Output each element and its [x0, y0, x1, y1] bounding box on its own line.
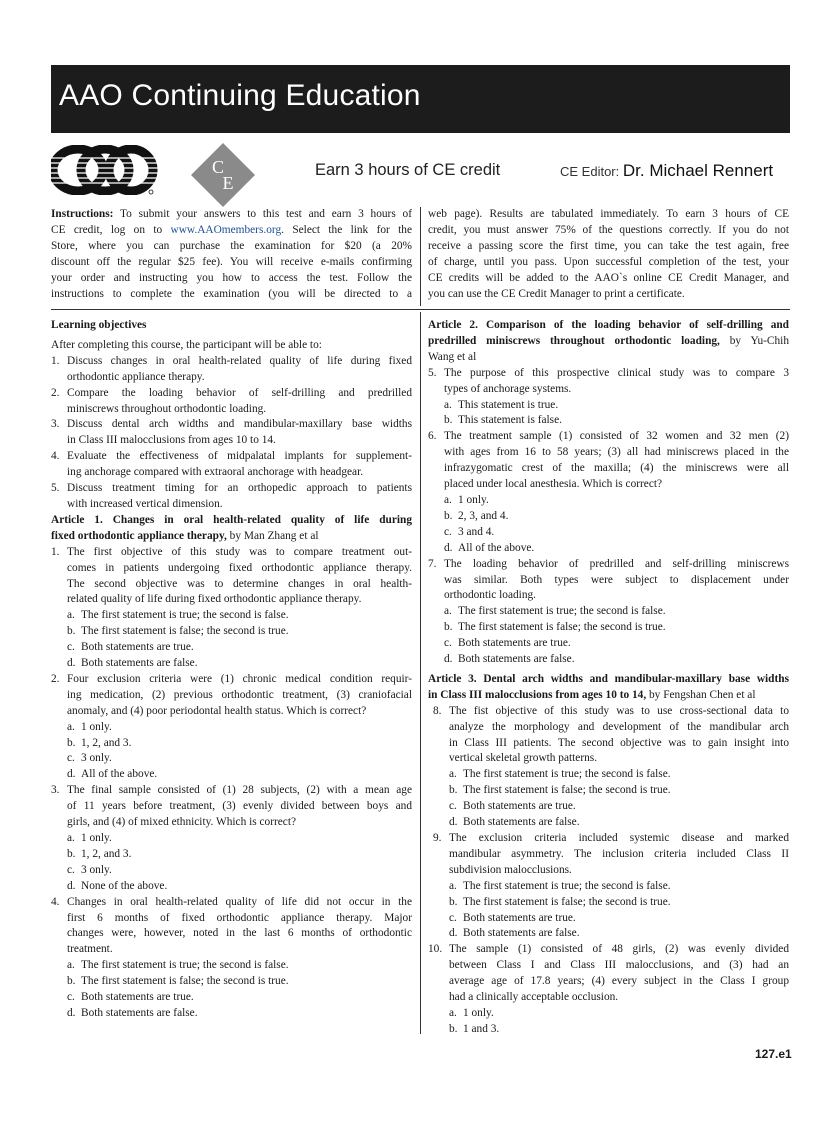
answer-option[interactable]: a. 1 only. — [67, 832, 112, 844]
ce-logo-letter-c: C — [211, 157, 225, 177]
ce-diamond-logo-icon — [190, 142, 256, 208]
question-10: 10. The sample (1) consisted of 48 girls, (2) was evenly divided between Class I and Class III malocclusions, and (3) had an average age of 17.8 years; (4) every subject in the Class I group had a clinically acceptable occlusion. — [428, 943, 789, 1004]
aao-logo-icon — [51, 145, 159, 195]
answer-option[interactable]: a. The first statement is true; the second is false. — [67, 609, 289, 622]
earn-credit-text: Earn 3 hours of CE credit — [315, 161, 501, 179]
question-8: 8. The fist objective of this study was to use cross-sectional data to analyze the morphology and development of the mandibular arch in Class III patients. The second objective was to gain insight into vertical skeletal growth patterns. — [433, 704, 789, 765]
article2-title: Article 2. Comparison of the loading behavior of self-drilling and predrilled miniscrews throughout orthodontic loading, by Yu-Chih Wang et al — [428, 319, 789, 363]
answer-option[interactable]: b. 1, 2, and 3. — [67, 736, 132, 749]
answer-option[interactable]: a. The first statement is true; the second is false. — [444, 605, 666, 618]
answer-option[interactable]: b. 1, 2, and 3. — [67, 847, 132, 860]
answer-option[interactable]: c. Both statements are true. — [67, 991, 194, 1004]
answer-option[interactable]: c. 3 only. — [67, 863, 112, 876]
question-4: 4. Changes in oral health-related quality of life did not occur in the first 6 months of fixed orthodontic appliance therapy. Major changes were, however, noted in the last 6 months of orthodontic treatment. — [51, 895, 412, 956]
objective-item: 5. Discuss treatment timing for an orthopedic approach to patients with increased vertical dimension. — [51, 482, 412, 510]
question-6: 6. The treatment sample (1) consisted of 32 women and 32 men (2) with ages from 16 to 58 years; (3) all had miniscrews placed in the infrazygomatic crest of the maxilla; (4) the miniscrews were all placed under local anesthesia. Which is correct? — [428, 430, 789, 491]
answer-option[interactable]: a. The first statement is true; the second is false. — [449, 768, 671, 781]
answer-option[interactable]: c. Both statements are true. — [67, 641, 194, 654]
objective-item: 2. Compare the loading behavior of self-drilling and predrilled miniscrews throughout orthodontic loading. — [51, 386, 412, 415]
answer-option[interactable]: a. 1 only. — [444, 493, 489, 506]
answer-option[interactable]: b. The first statement is false; the second is true. — [449, 895, 671, 908]
answer-option[interactable]: c. Both statements are true. — [449, 911, 576, 924]
answer-option[interactable]: b. The first statement is false; the second is true. — [67, 625, 289, 638]
title-banner — [51, 65, 790, 133]
answer-option[interactable]: b. The first statement is false; the second is true. — [67, 975, 289, 988]
left-column — [51, 318, 412, 1022]
question-7: 7. The loading behavior of predrilled and self-drilling miniscrews was similar. Both types were subject to displacement under orthodontic loading. — [428, 557, 789, 602]
instructions-left: Instructions: To submit your answers to this test and earn 3 hours of CE credit, log on to www.AAOmembers.org. Select the link for the Store, where you can purchase the examination for $20 (a 20% discount off the regular $25 fee). You will receive e-mails confirming your order and instructing you how to access the test. Follow the instructions to complete the examination (you will be directed to a — [51, 208, 413, 300]
objectives-intro: After completing this course, the participant will be able to: — [51, 338, 322, 351]
answer-option[interactable]: b. 2, 3, and 4. — [444, 509, 509, 522]
answer-option[interactable]: a. 1 only. — [67, 720, 112, 733]
question-5: 5. The purpose of this prospective clinical study was to compare 3 types of anchorage systems. — [428, 366, 789, 395]
answer-option[interactable]: c. Both statements are true. — [444, 637, 571, 650]
article1-title: Article 1. Changes in oral health-related quality of life during fixed orthodontic appliance therapy, by Man Zhang et al — [51, 513, 412, 542]
answer-option[interactable]: a. The first statement is true; the second is false. — [67, 959, 289, 972]
answer-option[interactable]: c. Both statements are true. — [449, 800, 576, 813]
answer-option[interactable]: d. All of the above. — [444, 541, 535, 554]
answer-option[interactable]: d. Both statements are false. — [67, 1006, 198, 1019]
ce-editor — [560, 161, 773, 181]
answer-option[interactable]: d. Both statements are false. — [449, 927, 580, 940]
answer-option[interactable]: a. This statement is true. — [444, 398, 559, 411]
objective-item: 1. Discuss changes in oral health-related quality of life during fixed orthodontic appliance therapy. — [51, 354, 412, 383]
instructions-label: Instructions: — [51, 208, 114, 220]
question-1: 1. The first objective of this study was to compare treatment out- comes in patients undergoing fixed orthodontic appliance therapy. The second objective was to determine changes in oral health- related quality of life during fixed orthodontic appliance therapy. — [51, 545, 412, 606]
answer-option[interactable]: b. The first statement is false; the second is true. — [444, 621, 666, 634]
objective-item: 4. Evaluate the effectiveness of midpalatal implants for supplement- ing anchorage compared with extraoral anchorage with headgear. — [51, 450, 412, 479]
answer-option[interactable]: d. Both statements are false. — [444, 653, 575, 666]
aao-members-link[interactable]: www.AAOmembers.org — [170, 223, 282, 236]
answer-option[interactable]: d. All of the above. — [67, 768, 158, 781]
page-title: AAO Continuing Education — [59, 79, 421, 112]
editor-name: Dr. Michael Rennert — [622, 161, 774, 180]
answer-option[interactable]: b. This statement is false. — [444, 414, 562, 427]
ce-logo-letter-e: E — [222, 173, 234, 193]
answer-option[interactable]: d. Both statements are false. — [449, 816, 580, 829]
answer-option[interactable]: c. 3 and 4. — [444, 525, 495, 538]
editor-label: CE Editor: — [560, 164, 620, 179]
answer-option[interactable]: d. Both statements are false. — [67, 657, 198, 670]
page-number: 127.e1 — [755, 1047, 792, 1061]
column-divider — [420, 312, 421, 1034]
answer-option[interactable]: c. 3 only. — [67, 752, 112, 765]
section-divider — [51, 309, 790, 310]
answer-option[interactable]: a. The first statement is true; the second is false. — [449, 879, 671, 892]
question-2: 2. Four exclusion criteria were (1) chronic medical condition requir- ing medication, (2) previous orthodontic treatment, (3) craniofacial anomaly, and (4) poor periodontal health status. Which is correct? — [51, 672, 412, 717]
question-3: 3. The final sample consisted of (1) 28 subjects, (2) with a mean age of 11 years before treatment, (3) evenly divided between boys and girls, and (4) of mixed ethnicity. Which is correct? — [51, 784, 412, 829]
answer-option[interactable]: d. None of the above. — [67, 879, 168, 892]
answer-option[interactable]: a. 1 only. — [449, 1006, 494, 1019]
answer-option[interactable]: b. 1 and 3. — [449, 1022, 500, 1035]
question-9: 9. The exclusion criteria included systemic disease and marked mandibular asymmetry. The inclusion criteria included Class II subdivision malocclusions. — [433, 832, 789, 876]
column-divider-top — [420, 207, 421, 306]
objective-item: 3. Discuss dental arch widths and mandibular-maxillary base widths in Class III malocclusions from ages 10 to 14. — [51, 418, 412, 447]
answer-option[interactable]: b. The first statement is false; the second is true. — [449, 784, 671, 797]
objectives-heading: Learning objectives — [51, 319, 147, 331]
instructions-right: web page). Results are tabulated immediately. To earn 3 hours of CE credit, you must answer 75% of the questions correctly. If you do not receive a passing score the first time, you can take the test again, free of charge, until you pass. Upon successful completion of the test, your CE credits will be added to the AAO`s online CE Credit Manager, and you can use the CE Credit Manager to print a certificate. — [428, 208, 789, 300]
article3-title: Article 3. Dental arch widths and mandibular-maxillary base widths in Class III malocclusions from ages 10 to 14, by Fengshan Chen et al — [428, 672, 789, 701]
right-column — [428, 318, 789, 1038]
